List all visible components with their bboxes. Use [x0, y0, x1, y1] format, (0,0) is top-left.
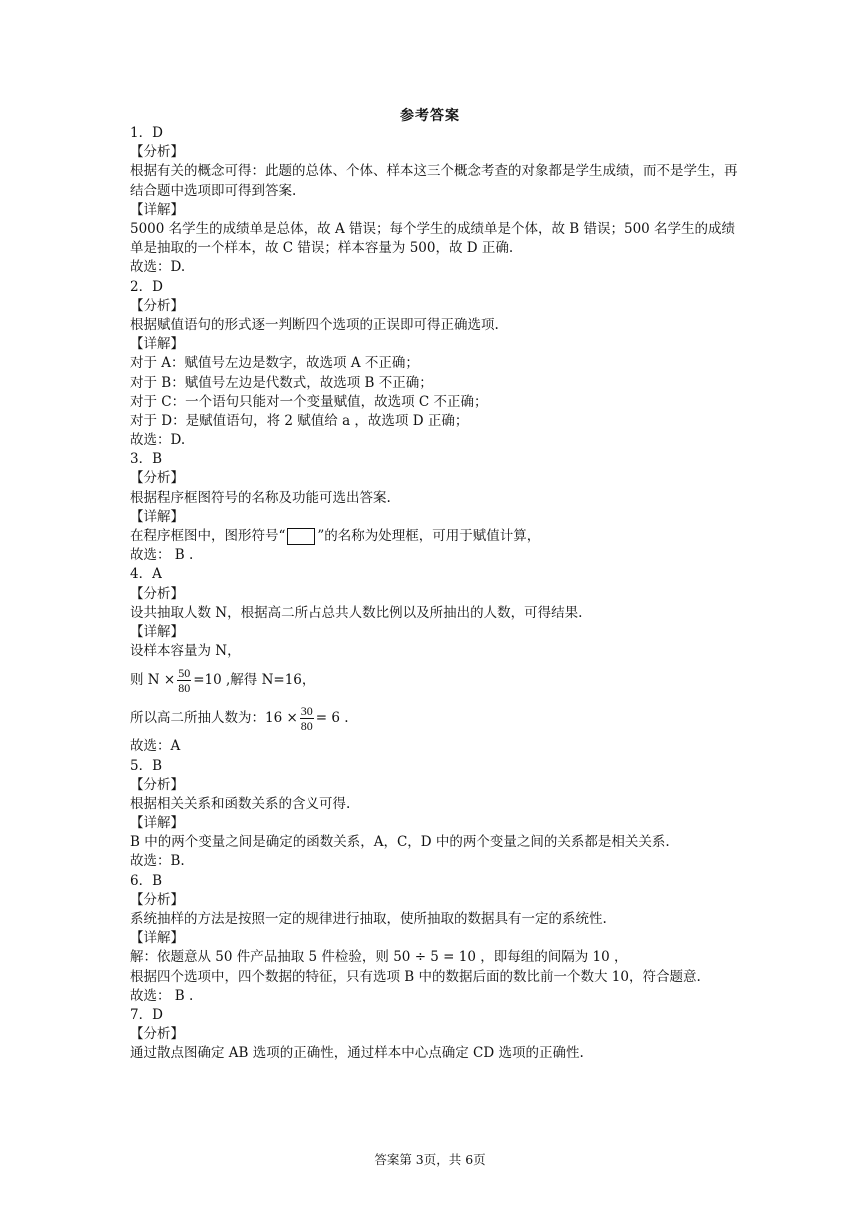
q5-answer: 故选：B.	[130, 853, 185, 870]
q4-eq1-numerator: 50	[178, 665, 191, 680]
q5-analysis-text: 根据相关关系和函数关系的含义可得.	[130, 795, 351, 812]
q4-equation-1	[130, 661, 740, 699]
q3-detail-text	[130, 527, 740, 546]
q3-detail-pre: 在程序框图中，图形符号“	[130, 528, 286, 544]
q5-number: 5．B	[130, 757, 163, 774]
q2-number: 2．D	[130, 278, 163, 295]
q4-eq1-post: =10 ,解得 N=16，	[193, 671, 316, 688]
q1-number: 1．D	[130, 125, 163, 141]
q2-detail-line: 对于 D：是赋值语句，将 2 赋值给 a ，故选项 D 正确；	[130, 412, 469, 429]
q3-detail-post: ”的名称为处理框，可用于赋值计算，	[317, 528, 541, 544]
q2-analysis-tag: 【分析】	[130, 297, 184, 314]
q7-number: 7．D	[130, 1006, 163, 1023]
q4-eq2-denominator: 80	[300, 718, 313, 733]
q2-detail-line: 对于 B：赋值号左边是代数式，故选项 B 不正确；	[130, 374, 433, 391]
q7-analysis-tag: 【分析】	[130, 1026, 184, 1043]
q3-detail-tag: 【详解】	[130, 508, 184, 525]
q6-detail-line-2: 根据四个选项中，四个数据的特征，只有选项 B 中的数据后面的数比前一个数大 10，符合题意.	[130, 968, 701, 985]
page-footer: 答案第 3页，共 6页	[374, 1152, 486, 1167]
q1-detail-text: 5000 名学生的成绩单是总体，故 A 错误；每个学生的成绩单是个体，故 B 错误；500 名学生的成绩单是抽取的一个样本，故 C 错误；样本容量为 500，故 D 正确.	[130, 220, 736, 257]
q4-eq1-pre: 则 N ×	[130, 671, 176, 688]
q1-answer: 故选：D.	[130, 259, 186, 276]
page-title: 参考答案	[400, 108, 460, 124]
q4-eq1-denominator: 80	[178, 680, 191, 695]
q4-answer: 故选：A	[130, 738, 181, 755]
process-box-symbol	[287, 528, 315, 545]
q1-analysis-tag: 【分析】	[130, 144, 184, 161]
q7-analysis-text: 通过散点图确定 AB 选项的正确性，通过样本中心点确定 CD 选项的正确性.	[130, 1045, 584, 1062]
q3-analysis-text: 根据程序框图符号的名称及功能可选出答案.	[130, 489, 391, 506]
q3-answer: 故选： B .	[130, 547, 194, 564]
q6-analysis-tag: 【分析】	[130, 891, 184, 908]
q5-detail-text: B 中的两个变量之间是确定的函数关系，A，C，D 中的两个变量之间的关系都是相关关系.	[130, 834, 670, 851]
q4-eq2-numerator: 30	[300, 703, 313, 718]
q4-analysis-tag: 【分析】	[130, 585, 184, 602]
q6-analysis-text: 系统抽样的方法是按照一定的规律进行抽取，使所抽取的数据具有一定的系统性.	[130, 911, 607, 927]
q4-eq2-post: = 6 .	[315, 709, 349, 726]
q2-detail-tag: 【详解】	[130, 336, 184, 353]
q2-detail-line: 对于 A：赋值号左边是数字，故选项 A 不正确；	[130, 355, 419, 372]
q4-eq1-fraction	[177, 666, 191, 695]
q5-analysis-tag: 【分析】	[130, 776, 184, 793]
q1-detail-tag: 【详解】	[130, 201, 184, 218]
q2-analysis-text: 根据赋值语句的形式逐一判断四个选项的正误即可得正确选项.	[130, 316, 499, 333]
q4-eq2-fraction	[300, 704, 314, 733]
q6-number: 6．B	[130, 872, 163, 889]
q2-answer: 故选：D.	[130, 432, 186, 449]
q6-detail-line-1: 解：依题意从 50 件产品抽取 5 件检验，则 50 ÷ 5 = 10 ，即每组的间隔为 10 ，	[130, 949, 628, 966]
q4-number: 4．A	[130, 566, 162, 583]
q4-detail-text: 设样本容量为 N，	[130, 643, 241, 660]
q4-equation-2	[130, 699, 740, 737]
q4-detail-tag: 【详解】	[130, 623, 184, 640]
q3-number: 3．B	[130, 451, 163, 468]
q6-answer: 故选： B .	[130, 987, 194, 1004]
q1-analysis-text: 根据有关的概念可得：此题的总体、个体、样本这三个概念考查的对象都是学生成绩，而不是学生，再结合题中选项即可得到答案.	[130, 163, 738, 199]
q4-eq2-pre: 所以高二所抽人数为：16 ×	[130, 709, 298, 726]
q3-analysis-tag: 【分析】	[130, 470, 184, 487]
q4-analysis-text: 设共抽取人数 N，根据高二所占总共人数比例以及所抽出的人数，可得结果.	[130, 604, 583, 621]
q6-detail-tag: 【详解】	[130, 930, 184, 947]
q5-detail-tag: 【详解】	[130, 815, 184, 832]
answer-content	[130, 124, 740, 1064]
q2-detail-line: 对于 C：一个语句只能对一个变量赋值，故选项 C 不正确；	[130, 393, 488, 410]
